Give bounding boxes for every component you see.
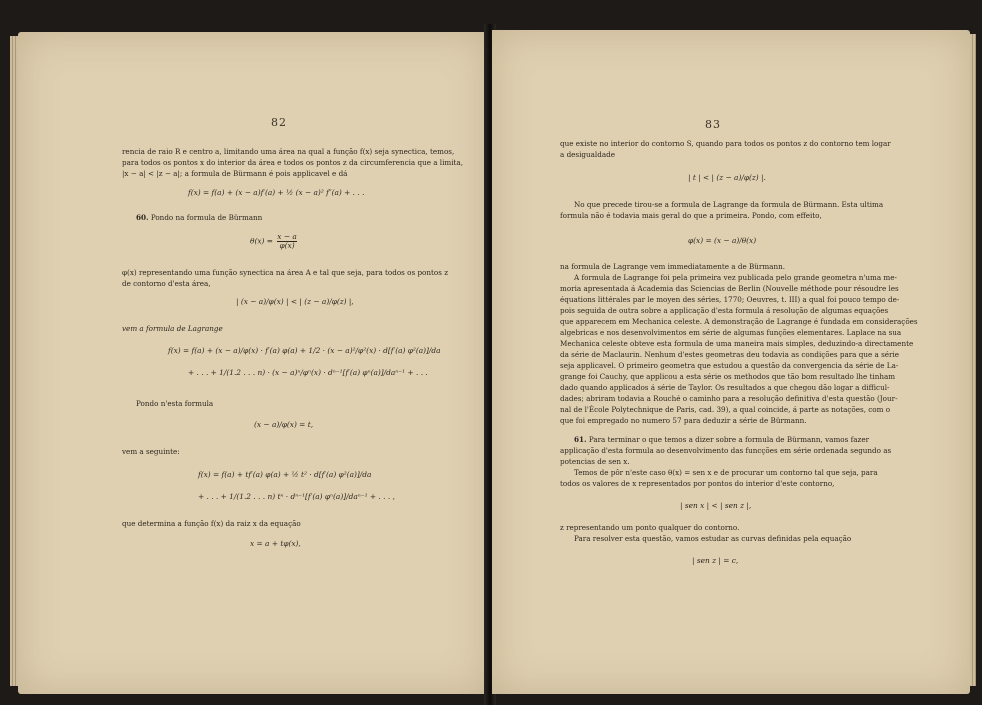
text-line: z representando um ponto qualquer do contorno. <box>560 523 740 532</box>
text-line: Mechanica celeste obteve esta formula de uma maneira mais simples, deduzindo-a directamente <box>560 339 914 348</box>
text-line: φ(x) representando uma função synectica na área A e tal que seja, para todos os pontos z <box>122 268 448 277</box>
text-line: moria apresentada á Academia das Sciencias de Berlin (Nouvelle méthode pour résoudre les <box>560 284 899 293</box>
eq-lhs: θ(x) = <box>250 236 273 246</box>
equation-series-t-1: f(x) = f(a) + tf′(a) φ(a) + ½ t² · d[f′(a) φ²(a)]/da <box>198 470 372 479</box>
text-line: formula não é todavia mais geral do que a primeira. Pondo, com effeito, <box>560 211 822 220</box>
equation-inequality: | (x − a)/φ(x) | < | (z − a)/φ(z) |, <box>236 297 354 306</box>
text-line: équations littérales par le moyen des séries, 1770; Oeuvres, t. III) a qual foi pouco tempo de- <box>560 295 900 304</box>
text-line: todos os valores de x representados por pontos do interior d'este contorno, <box>560 479 835 488</box>
page-number: 83 <box>705 118 721 131</box>
text-line: que foi empregado no numero 57 para deduzir a série de Bürmann. <box>560 416 807 425</box>
text-line: vem a formula de Lagrange <box>122 324 223 333</box>
text-line: nal de l'École Polytechnique de Paris, cad. 39), a qual coincide, á parte as notações, com o <box>560 405 891 414</box>
text-line: grange foi Cauchy, que applicou a esta série os methodos que tão bom resultado lhe tinham <box>560 372 896 381</box>
text-line: de contorno d'esta área, <box>122 279 211 288</box>
section-text: Pondo na formula de Bürmann <box>150 213 263 222</box>
equation-theta <box>250 233 299 250</box>
right-page <box>492 30 970 694</box>
section-text: Para terminar o que temos a dizer sobre a formula de Bürmann, vamos fazer <box>588 435 870 444</box>
equation-series-t-2: + . . . + 1/(1.2 . . . n) tⁿ · dⁿ⁻¹[f′(a) φⁿ(a)]/daⁿ⁻¹ + . . . , <box>198 492 395 501</box>
section-61 <box>574 435 869 444</box>
text-line: A formula de Lagrange foi pela primeira vez publicada pelo grande geometra n'uma me- <box>574 273 897 282</box>
text-line: applicação d'esta formula ao desenvolvimento das funcções em série ordenada segundo as <box>560 446 892 455</box>
section-number: 60. <box>136 213 149 222</box>
text-line: na formula de Lagrange vem immediatamente a de Bürmann. <box>560 262 786 271</box>
text-line: |x − a| < |z − a|; a formula de Bürmann é pois applicavel e dá <box>122 169 348 178</box>
equation-lagrange-2: + . . . + 1/(1.2 . . . n) · (x − a)ⁿ/φⁿ(x) · dⁿ⁻¹[f′(a) φⁿ(a)]/daⁿ⁻¹ + . . . <box>188 368 428 377</box>
text-line: que existe no interior do contorno S, quando para todos os pontos z do contorno tem logar <box>560 139 891 148</box>
text-line: dades; abriram todavia a Rouché o caminho para a resolução definitiva d'esta questão (Jour- <box>560 394 898 403</box>
equation-taylor: f(x) = f(a) + (x − a)f′(a) + ½ (x − a)² f″(a) + . . . <box>188 188 365 197</box>
equation-t-bound: | t | < | (z − a)/φ(z) |. <box>688 173 766 182</box>
text-line: dado quando applicados á série de Taylor. Os resultados a que chegou dão logar a difficul- <box>560 383 890 392</box>
text-line: a desigualdade <box>560 150 615 159</box>
section-60 <box>136 213 262 222</box>
denominator: φ(x) <box>277 241 296 250</box>
text-line: rencia de raio R e centro a, limitando uma área na qual a função f(x) seja synectica, temos, <box>122 147 455 156</box>
text-line: No que precede tirou-se a formula de Lagrange da formula de Bürmann. Esta ultima <box>574 200 884 209</box>
text-line: Pondo n'esta formula <box>136 399 214 408</box>
text-line: para todos os pontos x do interior da área e todos os pontos z da circumferencia que a limita, <box>122 158 463 167</box>
text-line: seja applicavel. O primeiro geometra que estudou a questão da convergencia da série de La- <box>560 361 899 370</box>
equation-root: x = a + tφ(x), <box>250 539 301 548</box>
text-line: potencias de sen x. <box>560 457 630 466</box>
text-line: que determina a função f(x) da raiz x da equação <box>122 519 301 528</box>
equation-lagrange-1: f(x) = f(a) + (x − a)/φ(x) · f′(a) φ(a) + 1/2 · (x − a)²/φ²(x) · d[f′(a) φ²(a)]/da <box>168 346 441 355</box>
text-line: Temos de pôr n'este caso θ(x) = sen x e de procurar um contorno tal que seja, para <box>574 468 878 477</box>
text-line: que apparecem em Mechanica celeste. A demonstração de Lagrange é fundada em considerações <box>560 317 918 326</box>
text-line: da série de Maclaurin. Nenhum d'estes geometras deu todavia as condições para que a série <box>560 350 900 359</box>
page-number: 82 <box>271 116 287 129</box>
equation-t: (x − a)/φ(x) = t, <box>254 420 314 429</box>
section-number: 61. <box>574 435 587 444</box>
numerator: x − a <box>277 232 297 241</box>
left-page <box>18 32 488 694</box>
text-line: pois seguida de outra sobre a applicação d'esta formula á resolução de algumas equações <box>560 306 889 315</box>
equation-sin-curve: | sen z | = c, <box>692 556 739 565</box>
text-line: algebricas e nos desenvolvimentos em série de algumas funções elementares. Laplace na sua <box>560 328 902 337</box>
text-line: Para resolver esta questão, vamos estudar as curvas definidas pela equação <box>574 534 852 543</box>
text-line: vem a seguinte: <box>122 447 180 456</box>
fraction <box>277 233 296 250</box>
equation-sin-ineq: | sen x | < | sen z |, <box>680 501 752 510</box>
equation-phi: φ(x) = (x − a)/θ(x) <box>688 236 757 245</box>
